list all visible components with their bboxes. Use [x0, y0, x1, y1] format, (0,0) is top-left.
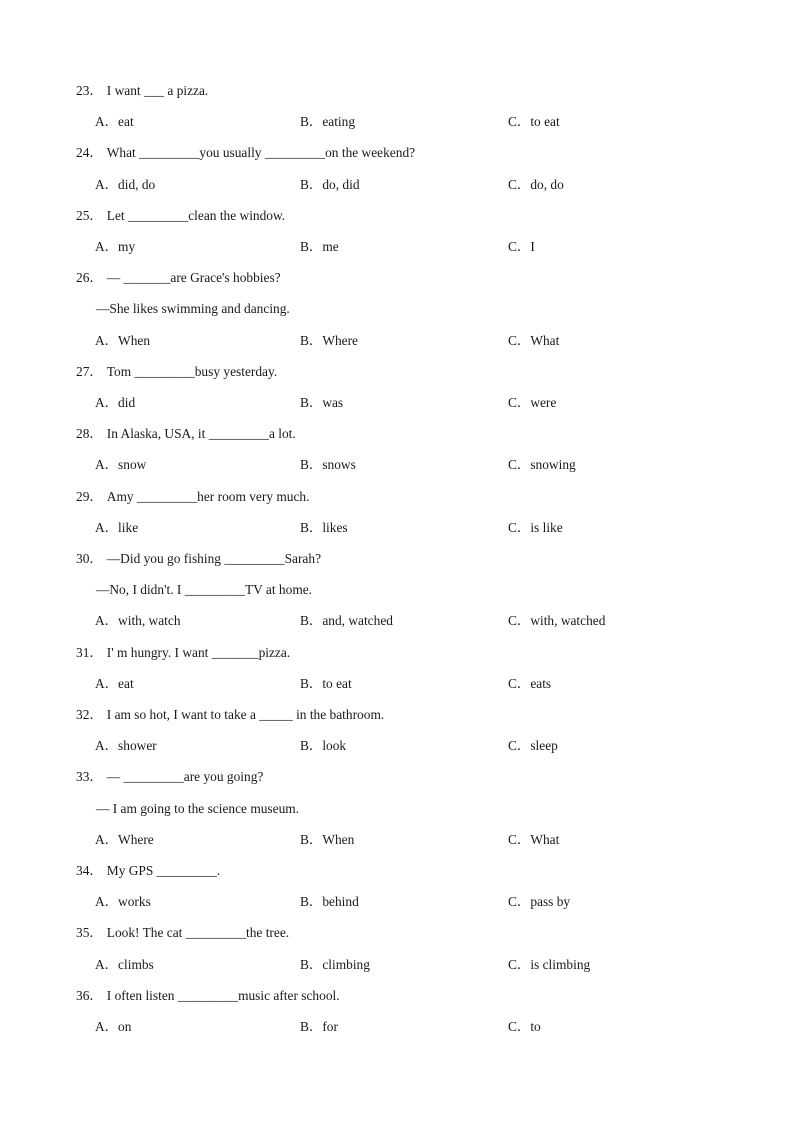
question-stem: [76, 206, 285, 226]
option-b[interactable]: B．was: [300, 395, 344, 410]
option-b[interactable]: B．snows: [300, 457, 356, 473]
options-row: [0, 331, 794, 351]
question-number: 33．: [76, 769, 103, 785]
option-c[interactable]: C．snowing: [508, 457, 576, 473]
question-text: In Alaska, USA, it _________a lot.: [106, 426, 296, 442]
option-b[interactable]: B．to eat: [300, 675, 352, 691]
question-stem: [76, 424, 296, 444]
question-number: 35．: [76, 925, 103, 941]
option-b[interactable]: B．behind: [300, 894, 359, 910]
options-row: [0, 237, 794, 257]
question-number: 30．: [76, 551, 103, 566]
question-text: I am so hot, I want to take a _____ in the bathroom.: [106, 707, 385, 722]
option-c[interactable]: C．is like: [508, 519, 563, 535]
option-a[interactable]: A．did, do: [95, 176, 156, 192]
option-a[interactable]: A．shower: [95, 738, 157, 754]
question-number: 31．: [76, 644, 103, 660]
question-text: Let _________clean the window.: [106, 207, 286, 223]
options-row: [0, 393, 794, 413]
question-text: Look! The cat _________the tree.: [106, 925, 290, 941]
option-b[interactable]: B．me: [300, 239, 339, 254]
option-a[interactable]: A．on: [95, 1019, 132, 1034]
dialogue-line: —No, I didn't. I _________TV at home.: [96, 582, 313, 598]
question-stem: [76, 81, 208, 101]
question-number: 25．: [76, 207, 103, 223]
option-a[interactable]: A．climbs: [95, 956, 154, 972]
question-text: My GPS _________.: [106, 863, 221, 878]
option-b[interactable]: B．for: [300, 1019, 338, 1034]
options-row: [0, 112, 794, 132]
question-stem: [76, 549, 321, 569]
question-stem: [76, 923, 289, 943]
option-b[interactable]: B．do, did: [300, 176, 360, 192]
option-b[interactable]: B．climbing: [300, 956, 370, 972]
option-b[interactable]: B．likes: [300, 519, 348, 535]
option-c[interactable]: C．with, watched: [508, 613, 606, 629]
question-text: — _________are you going?: [106, 769, 264, 785]
options-row: [0, 830, 794, 850]
question-stem: [76, 362, 277, 382]
option-a[interactable]: A．eat: [95, 114, 134, 130]
option-a[interactable]: A．snow: [95, 457, 147, 473]
question-text: What _________you usually _________on the weekend?: [106, 145, 416, 161]
option-b[interactable]: B．and, watched: [300, 613, 393, 629]
question-text: —Did you go fishing _________Sarah?: [106, 551, 322, 566]
option-c[interactable]: C．What: [508, 831, 560, 847]
question-number: 28．: [76, 426, 103, 442]
options-row: [0, 455, 794, 475]
option-b[interactable]: B．eating: [300, 114, 356, 130]
option-c[interactable]: C．to eat: [508, 114, 560, 130]
option-a[interactable]: A．like: [95, 519, 139, 535]
option-a[interactable]: A．Where: [95, 831, 154, 847]
option-c[interactable]: C．pass by: [508, 894, 571, 910]
option-c[interactable]: C．I: [508, 239, 535, 254]
option-a[interactable]: A．my: [95, 239, 136, 254]
option-a[interactable]: A．When: [95, 332, 151, 348]
question-number: 27．: [76, 363, 103, 379]
options-row: [0, 611, 794, 631]
question-number: 29．: [76, 488, 103, 504]
options-row: [0, 955, 794, 975]
options-row: [0, 518, 794, 538]
option-c[interactable]: C．eats: [508, 675, 552, 691]
question-stem: [76, 268, 281, 288]
question-stem: [76, 861, 220, 881]
question-stem: [76, 643, 290, 663]
option-c[interactable]: C．sleep: [508, 738, 558, 754]
option-c[interactable]: C．is climbing: [508, 956, 591, 972]
question-stem: [76, 986, 340, 1006]
option-c[interactable]: C．What: [508, 332, 560, 348]
question-text: Amy _________her room very much.: [106, 488, 310, 504]
options-row: [0, 736, 794, 756]
option-a[interactable]: A．works: [95, 894, 151, 910]
question-number: 34．: [76, 863, 103, 878]
question-number: 36．: [76, 987, 103, 1003]
option-c[interactable]: C．to: [508, 1019, 541, 1034]
question-text: I want ___ a pizza.: [106, 83, 209, 98]
option-c[interactable]: C．do, do: [508, 176, 564, 192]
option-b[interactable]: B．When: [300, 831, 355, 847]
question-stem: [76, 767, 263, 787]
question-number: 23．: [76, 83, 103, 98]
option-b[interactable]: B．Where: [300, 332, 359, 348]
question-number: 32．: [76, 707, 103, 722]
option-a[interactable]: A．with, watch: [95, 613, 181, 629]
options-row: [0, 175, 794, 195]
options-row: [0, 1017, 794, 1037]
question-text: — _______are Grace's hobbies?: [106, 270, 281, 286]
question-stem: [76, 487, 309, 507]
question-text: I' m hungry. I want _______pizza.: [106, 644, 291, 660]
option-a[interactable]: A．did: [95, 395, 136, 410]
question-stem: [76, 143, 415, 163]
option-b[interactable]: B．look: [300, 738, 347, 754]
question-number: 26．: [76, 270, 103, 286]
dialogue-line: — I am going to the science museum.: [96, 800, 300, 816]
question-stem: [76, 705, 384, 725]
question-text: Tom _________busy yesterday.: [106, 363, 278, 379]
question-text: I often listen _________music after school.: [106, 987, 340, 1003]
options-row: [0, 674, 794, 694]
option-a[interactable]: A．eat: [95, 675, 134, 691]
dialogue-line: —She likes swimming and dancing.: [96, 301, 290, 317]
option-c[interactable]: C．were: [508, 395, 557, 410]
options-row: [0, 892, 794, 912]
question-number: 24．: [76, 145, 103, 161]
